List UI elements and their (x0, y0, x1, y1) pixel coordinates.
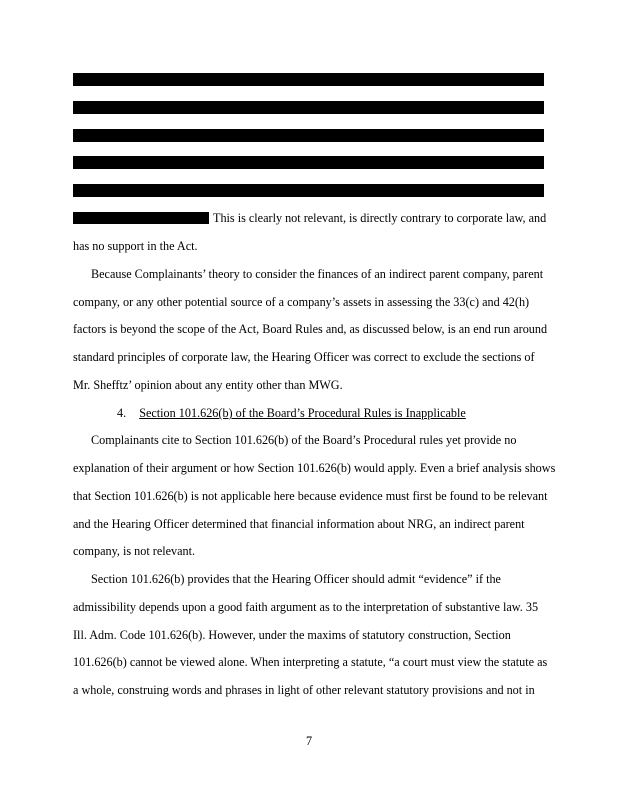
body-text-line: Section 101.626(b) provides that the Hearing Officer should admit “evidence” if the (91, 572, 501, 586)
body-text-line: company, or any other potential source of a company’s assets in assessing the 33(c) and 42(h) (73, 295, 530, 309)
body-text-line: standard principles of corporate law, the Hearing Officer was correct to exclude the sections of (73, 350, 535, 364)
body-text-line: Ill. Adm. Code 101.626(b). However, under the maxims of statutory construction, Section (73, 628, 511, 642)
section-heading (117, 406, 466, 420)
section-title: Section 101.626(b) of the Board’s Procedural Rules is Inapplicable (139, 406, 466, 420)
body-text-line: factors is beyond the scope of the Act, Board Rules and, as discussed below, is an end run around (73, 322, 548, 336)
body-text-line: explanation of their argument or how Section 101.626(b) would apply. Even a brief analysis shows (73, 461, 556, 475)
body-text-line: that Section 101.626(b) is not applicable here because evidence must first be found to be relevant (73, 489, 548, 503)
page-number: 7 (305, 734, 313, 748)
body-text-line: admissibility depends upon a good faith argument as to the interpretation of substantive law. 35 (73, 600, 539, 614)
redaction-inline (73, 212, 209, 224)
body-text-line: 101.626(b) cannot be viewed alone. When interpreting a statute, “a court must view the statute as (73, 655, 548, 669)
redaction-bar (73, 73, 544, 86)
redaction-bar (73, 101, 544, 114)
redaction-bar (73, 129, 544, 142)
section-number: 4. (117, 406, 127, 420)
body-text-line: Mr. Shefftz’ opinion about any entity other than MWG. (73, 378, 343, 392)
body-text-line: has no support in the Act. (73, 239, 198, 253)
redaction-bar (73, 184, 544, 197)
body-text-line: This is clearly not relevant, is directly contrary to corporate law, and (213, 211, 547, 225)
body-text-line: Complainants cite to Section 101.626(b) of the Board’s Procedural rules yet provide no (91, 433, 517, 447)
body-text-line: company, is not relevant. (73, 544, 196, 558)
redaction-bar (73, 156, 544, 169)
body-text-line: and the Hearing Officer determined that financial information about NRG, an indirect parent (73, 517, 525, 531)
body-text-line: Because Complainants’ theory to consider the finances of an indirect parent company, parent (91, 267, 544, 281)
body-text-line: a whole, construing words and phrases in light of other relevant statutory provisions and not in (73, 683, 535, 697)
